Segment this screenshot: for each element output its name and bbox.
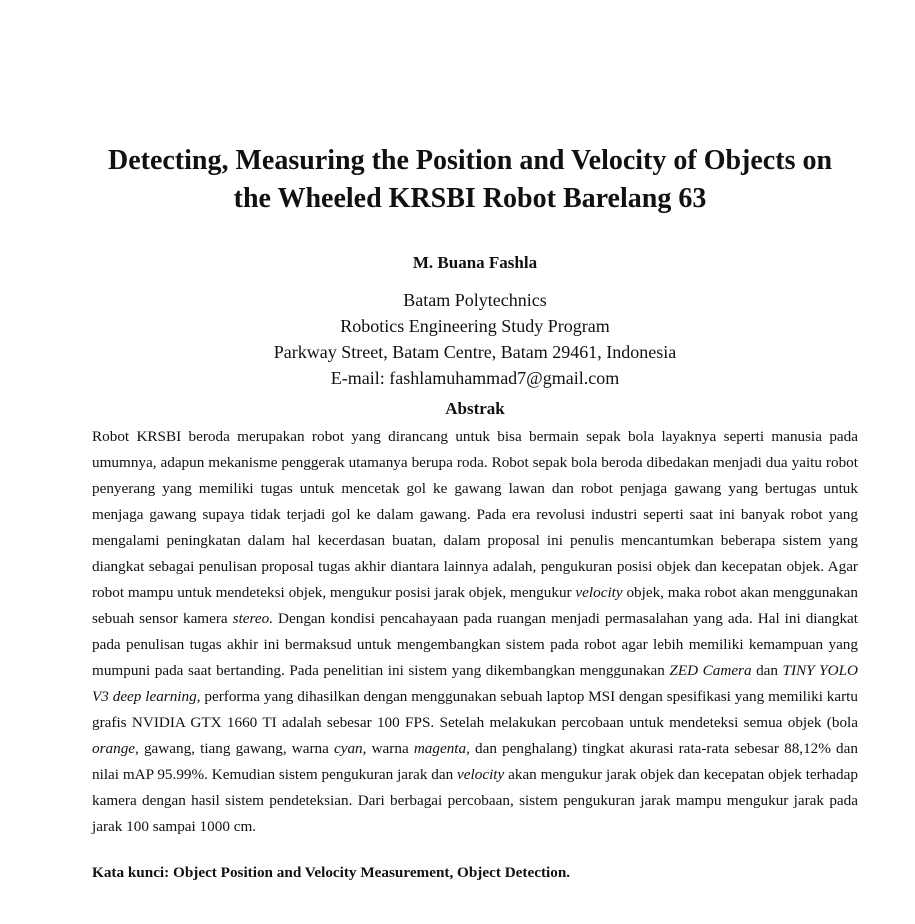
abstract-italic-term: velocity xyxy=(457,766,505,783)
affiliation-address: Parkway Street, Batam Centre, Batam 29461, Indonesia xyxy=(273,342,677,362)
affiliation-program: Robotics Engineering Study Program xyxy=(340,316,610,336)
abstract-text: Robot KRSBI beroda merupakan robot yang dirancang untuk bisa bermain sepak bola layaknya seperti manusia pada umumnya, adapun mekanisme penggerak utamanya berupa roda. Robot sepak bola beroda dibedakan menjadi dua yaitu robot penyerang yang memiliki tugas untuk mencetak gol ke gawang lawan dan robot penjaga gawang yang bertugas untuk menjaga gawang supaya tidak terjadi gol ke dalam gawang. Pada era revolusi industri seperti saat ini banyak robot yang mengalami peningkatan dalam hal kecerdasan buatan, dalam proposal ini penulis mencantumkan beberapa sistem yang diangkat sebagai penulisan proposal tugas akhir diantara lainnya adalah, pengukuran posisi objek dan kecepatan objek. Agar robot mampu untuk mendeteksi objek, mengukur posisi jarak objek, mengukur xyxy=(92,428,858,601)
affiliation-institution: Batam Polytechnics xyxy=(403,290,547,310)
abstract-text: , gawang, tiang gawang, warna xyxy=(135,740,334,757)
affiliation-email: E-mail: fashlamuhammad7@gmail.com xyxy=(330,368,620,388)
title-line-1: Detecting, Measuring the Position and Velocity of Objects on xyxy=(107,145,833,176)
abstract-heading: Abstrak xyxy=(445,399,505,418)
author-affiliation xyxy=(0,287,915,391)
abstract-italic-term: cyan, xyxy=(333,740,367,757)
abstract-text: dan xyxy=(751,662,783,679)
paper-title xyxy=(60,142,880,218)
abstract-italic-term: TINY YOLO V3 deep learning xyxy=(92,662,858,705)
abstract-text: dan penghalang) tingkat akurasi rata-rata sebesar 88,12% dan nilai mAP 95.99%. Kemudian sistem pengukuran jarak dan xyxy=(92,740,858,783)
abstract-italic-term: velocity xyxy=(575,584,623,601)
abstract-text: , performa yang dihasilkan dengan menggunakan sebuah laptop MSI dengan spesifikasi yang memiliki kartu grafis NVIDIA GTX 1660 TI adalah sebesar 100 FPS. Setelah melakukan percobaan untuk mendeteksi semua objek (bola xyxy=(92,688,858,731)
title-line-2: the Wheeled KRSBI Robot Barelang 63 xyxy=(233,183,707,214)
abstract-italic-term: ZED Camera xyxy=(669,662,752,679)
abstract-body xyxy=(92,424,858,840)
author-name: M. Buana Fashla xyxy=(412,253,538,272)
abstract-italic-term: stereo. xyxy=(232,610,274,627)
abstract-italic-term: magenta, xyxy=(413,740,470,757)
keywords: Kata kunci: Object Position and Velocity Measurement, Object Detection. xyxy=(92,864,571,881)
abstract-text: Dengan kondisi pencahayaan pada ruangan menjadi permasalahan yang ada. Hal ini diangkat pada penulisan tugas akhir ini bermaksud untuk mengembangkan sistem pada robot agar lebih memiliki kemampuan yang mumpuni pada saat bertanding. Pada penelitian ini sistem yang dikembangkan menggunakan xyxy=(92,610,859,679)
abstract-text: akan mengukur jarak objek dan kecepatan objek terhadap kamera dengan hasil sistem pendeteksian. Dari berbagai percobaan, sistem pengukuran jarak mampu mengukur jarak pada jarak 100 sampai 1000 cm. xyxy=(92,766,858,835)
abstract-text: objek, maka robot akan menggunakan sebuah sensor kamera xyxy=(92,584,858,627)
abstract-italic-term: orange xyxy=(92,740,136,757)
abstract-text: warna xyxy=(366,740,414,757)
